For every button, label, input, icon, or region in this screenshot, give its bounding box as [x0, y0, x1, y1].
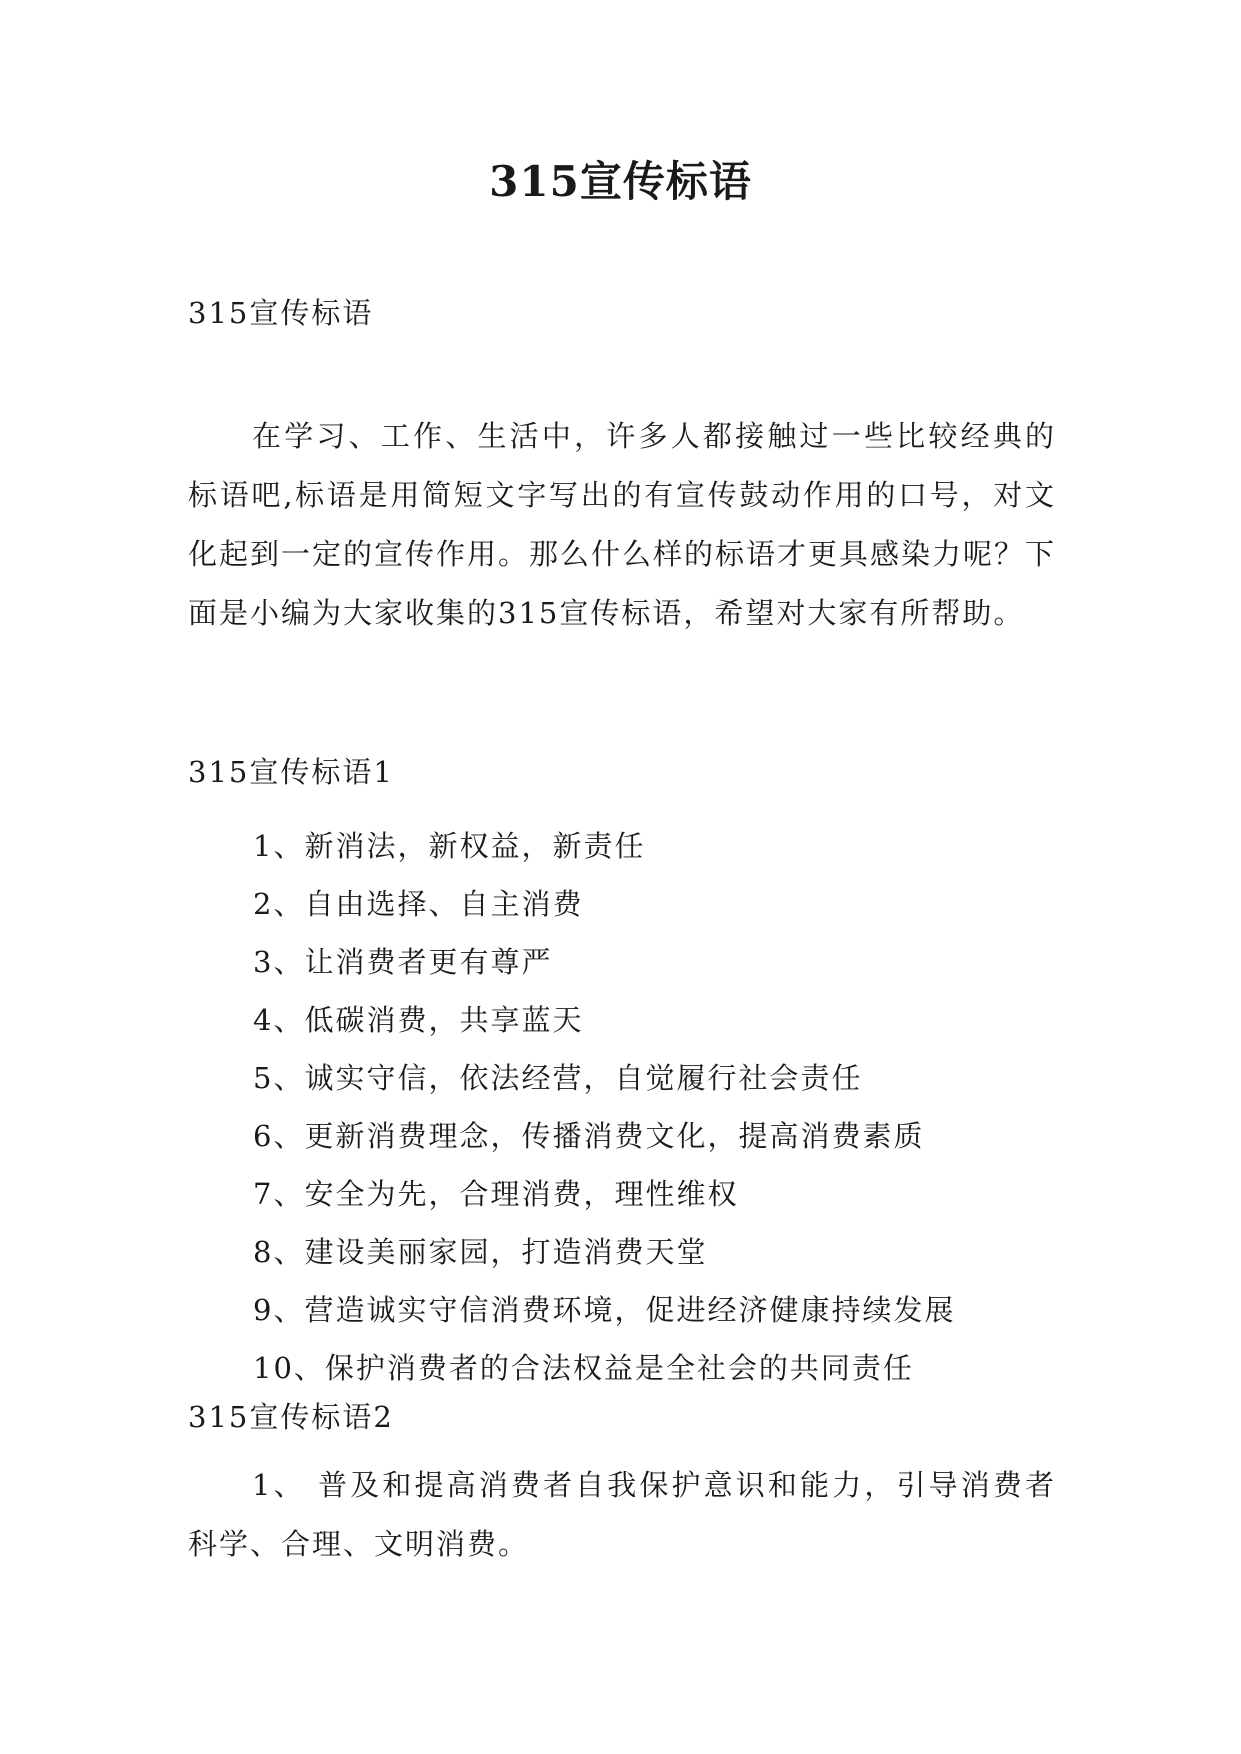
list-item: 1、新消法，新权益，新责任	[253, 829, 646, 863]
section-1-heading: 315宣传标语1	[188, 755, 394, 789]
section-2-item-1: 1、 普及和提高消费者自我保护意识和能力，引导消费者科学、合理、文明消费。	[188, 1468, 1056, 1561]
slogan-list-1	[253, 817, 955, 1397]
list-item: 4、低碳消费，共享蓝天	[253, 1003, 584, 1037]
document-title: 315宣传标语	[489, 157, 752, 206]
section-2-heading: 315宣传标语2	[188, 1400, 394, 1434]
document-subtitle: 315宣传标语	[188, 296, 374, 330]
intro-paragraph: 在学习、工作、生活中，许多人都接触过一些比较经典的标语吧,标语是用简短文字写出的有宣传鼓动作用的口号，对文化起到一定的宣传作用。那么什么样的标语才更具感染力呢？下面是小编为大家收集的315宣传标语，希望对大家有所帮助。	[188, 419, 1057, 630]
list-item: 2、自由选择、自主消费	[253, 887, 584, 921]
list-item: 7、安全为先，合理消费，理性维权	[253, 1177, 739, 1211]
list-item: 6、更新消费理念，传播消费文化，提高消费素质	[253, 1119, 925, 1153]
list-item: 8、建设美丽家园，打造消费天堂	[253, 1235, 708, 1269]
list-item: 3、让消费者更有尊严	[253, 945, 553, 979]
list-item: 5、诚实守信，依法经营，自觉履行社会责任	[253, 1061, 863, 1095]
list-item: 10、保护消费者的合法权益是全社会的共同责任	[253, 1351, 914, 1385]
list-item: 9、营造诚实守信消费环境，促进经济健康持续发展	[253, 1293, 956, 1327]
